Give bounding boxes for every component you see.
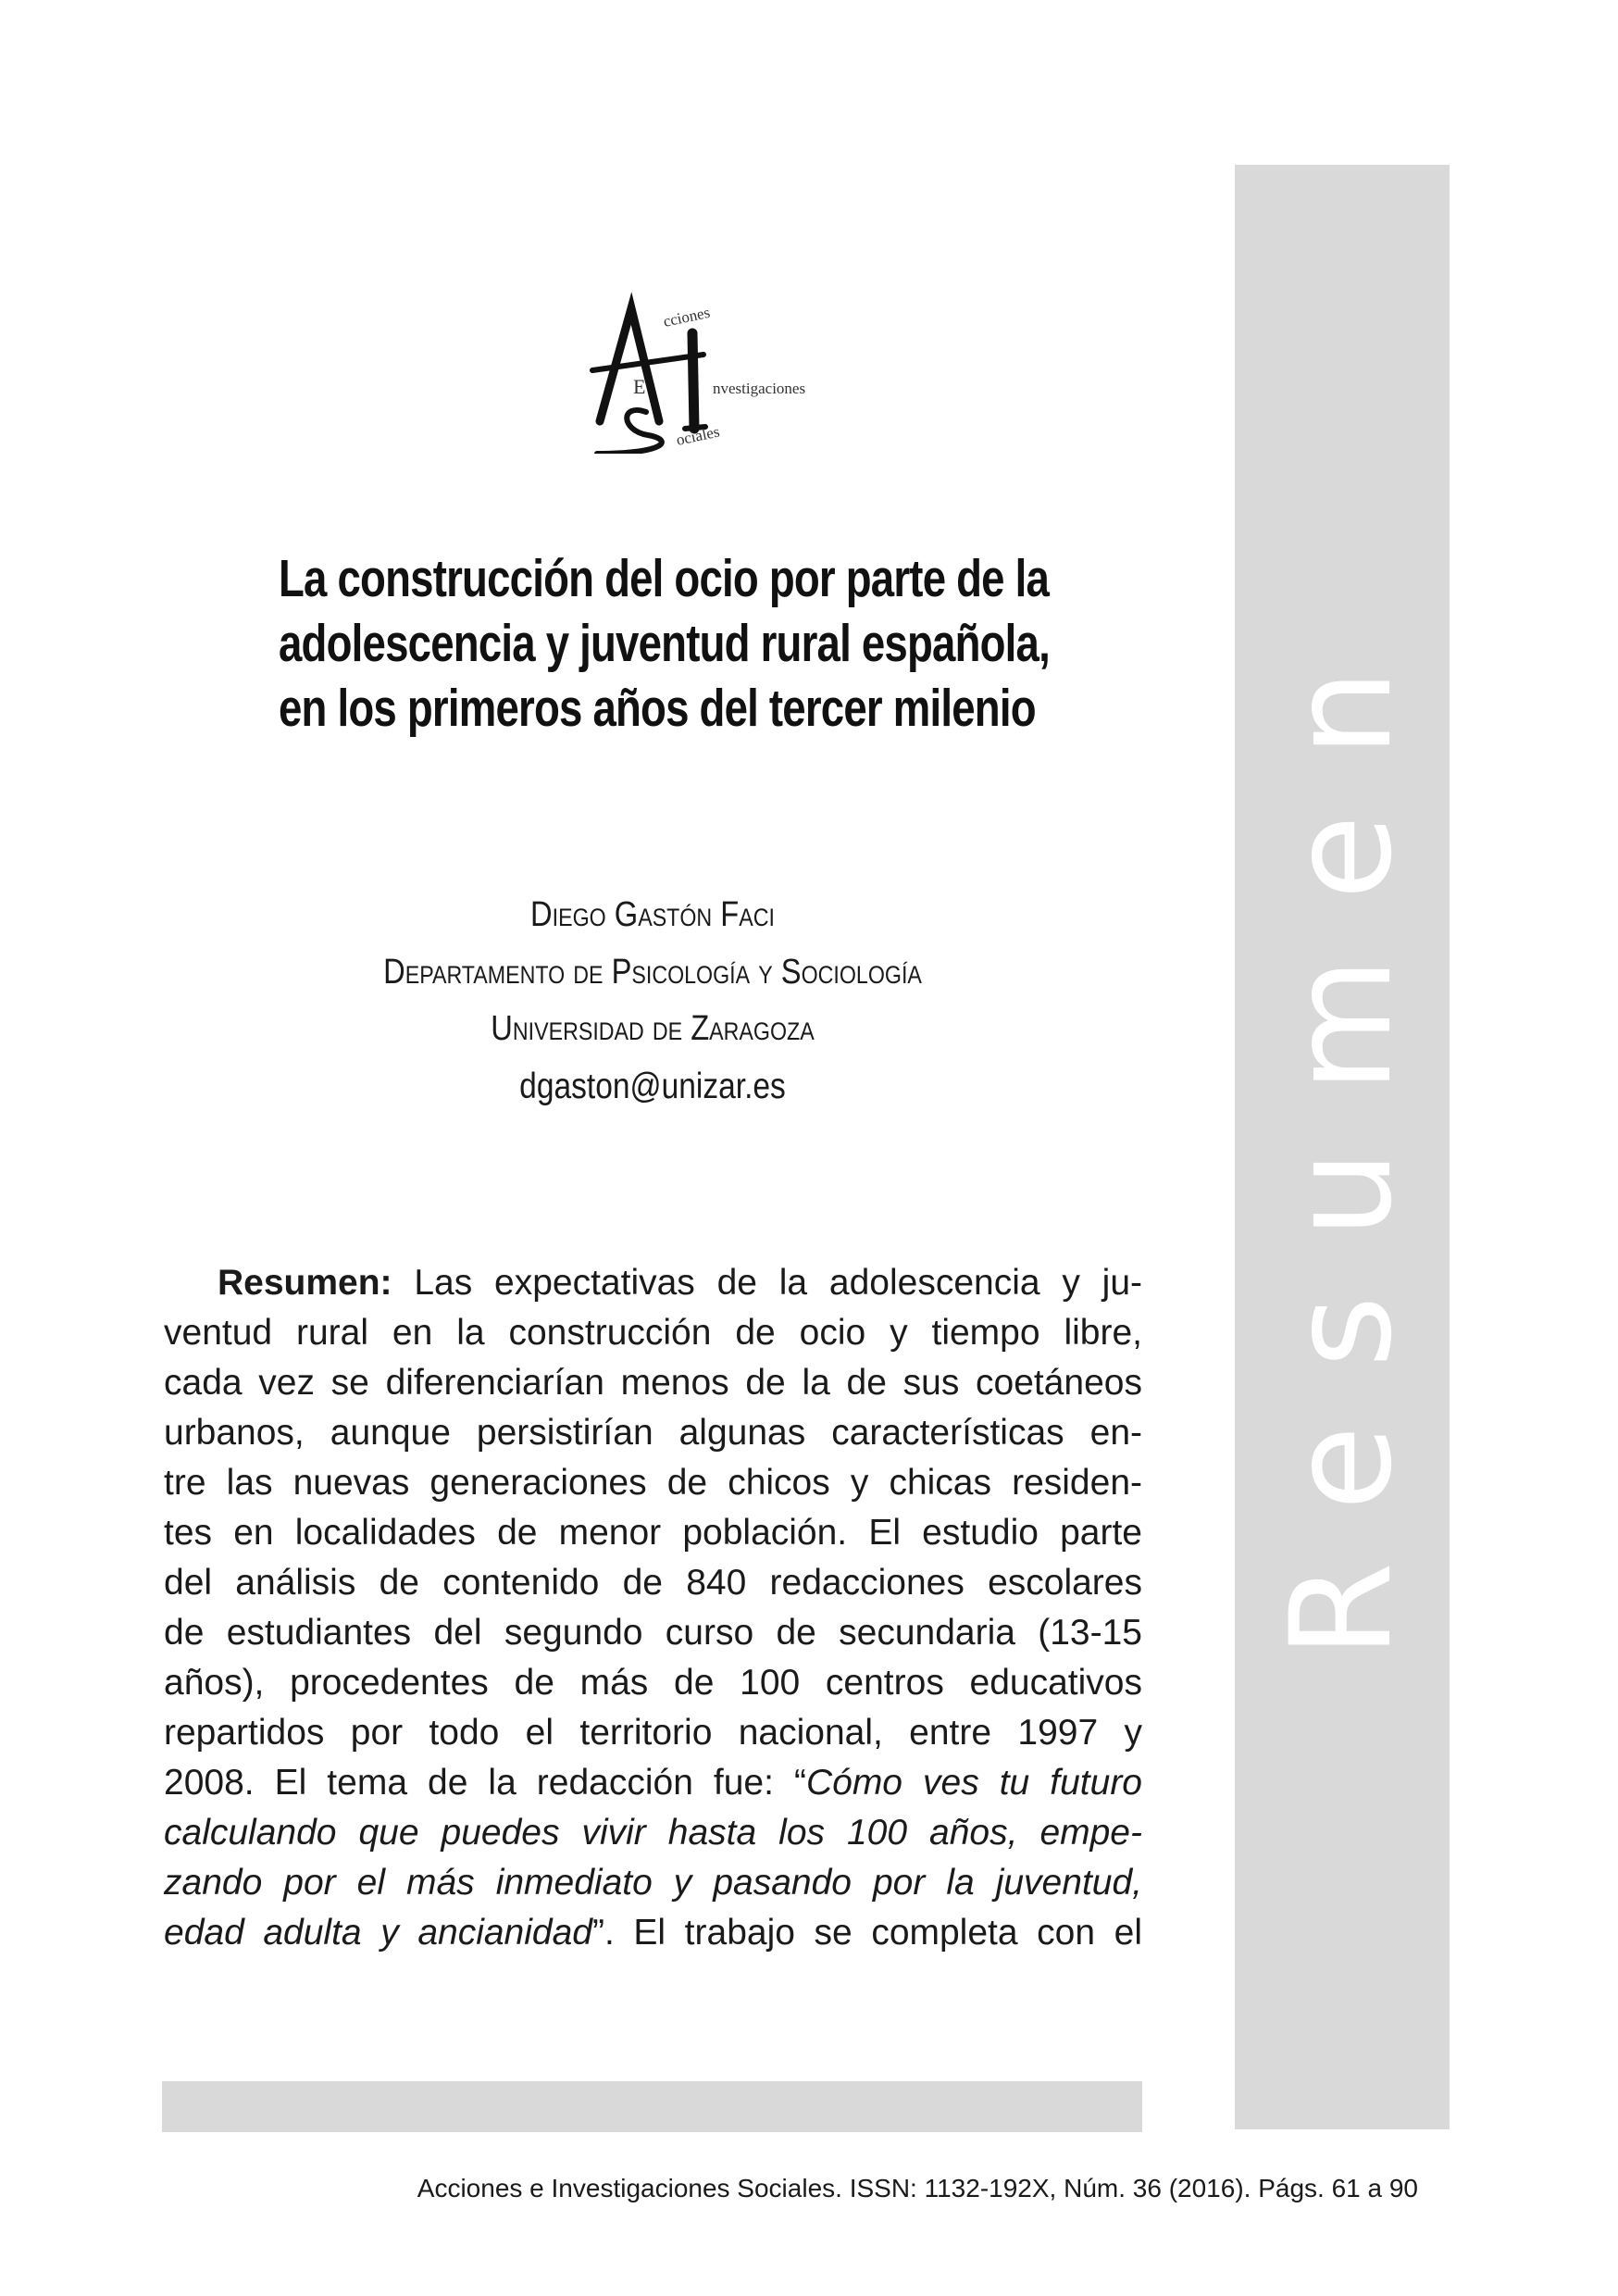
abstract-text: Las expectativas de la adolescencia y ju- [392,1263,1142,1303]
title-line-2: adolescencia y juventud rural española, [279,614,1050,673]
abstract-line: urbanos, aunque persistirían algunas características en- [164,1413,1142,1453]
aeis-logo-icon [574,282,842,454]
abstract-label: Resumen: [218,1263,392,1303]
abstract-quote: zando por el más inmediato y pasando por la juventud, [164,1863,1142,1903]
svg-text:E: E [633,375,646,398]
abstract-line [164,1808,1142,1858]
abstract-line [164,1758,1142,1808]
abstract-quote: Cómo ves tu futuro [805,1763,1142,1803]
abstract-line [164,1908,1142,1958]
section-sidebar [1235,165,1450,2129]
abstract-text: ”. El trabajo se completa con el [591,1913,1142,1953]
svg-text:nvestigaciones: nvestigaciones [713,380,806,397]
abstract-line: ventud rural en la construcción de ocio y tiempo libre, [164,1313,1142,1353]
abstract-line: tre las nuevas generaciones de chicos y chicas residen- [164,1463,1142,1503]
abstract-quote: calculando que puedes vivir hasta los 100 años, empe- [164,1813,1142,1853]
bottom-decorative-bar [162,2081,1142,2132]
abstract-line: de estudiantes del segundo curso de secundaria (13-15 [164,1613,1142,1653]
abstract-text: 2008. El tema de la redacción fue: “ [164,1763,806,1803]
sidebar-section-label: Resumen [1262,611,1423,1659]
svg-text:ociales: ociales [674,422,722,449]
abstract-body [164,1258,1142,1958]
author-university: Universidad de Zaragoza [491,1009,815,1048]
abstract-line: cada vez se diferenciarían menos de la de sus coetáneos [164,1363,1142,1403]
abstract-line: tes en localidades de menor población. El estudio parte [164,1513,1142,1553]
abstract-line: años), procedentes de más de 100 centros educativos [164,1663,1142,1703]
abstract-line: repartidos por todo el territorio nacional, entre 1997 y [164,1713,1142,1753]
journal-citation-footer: Acciones e Investigaciones Sociales. ISSN: 1132-192X, Núm. 36 (2016). Págs. 61 a 90 [417,2174,1418,2202]
title-line-3: en los primeros años del tercer milenio [279,679,1036,738]
abstract-line: del análisis de contenido de 840 redacciones escolares [164,1563,1142,1603]
author-email-link[interactable]: dgaston@unizar.es [519,1066,786,1106]
author-department: Departamento de Psicología y Sociología [383,952,922,992]
article-title [185,546,1120,741]
abstract-line [164,1858,1142,1908]
journal-logo [574,282,842,454]
author-block [278,887,1027,1115]
author-name: Diego Gastón Faci [530,895,775,934]
abstract-line [164,1258,1142,1308]
abstract-quote: edad adulta y ancianidad [164,1913,592,1953]
title-line-1: La construcción del ocio por parte de la [279,549,1050,608]
svg-text:cciones: cciones [661,303,712,331]
